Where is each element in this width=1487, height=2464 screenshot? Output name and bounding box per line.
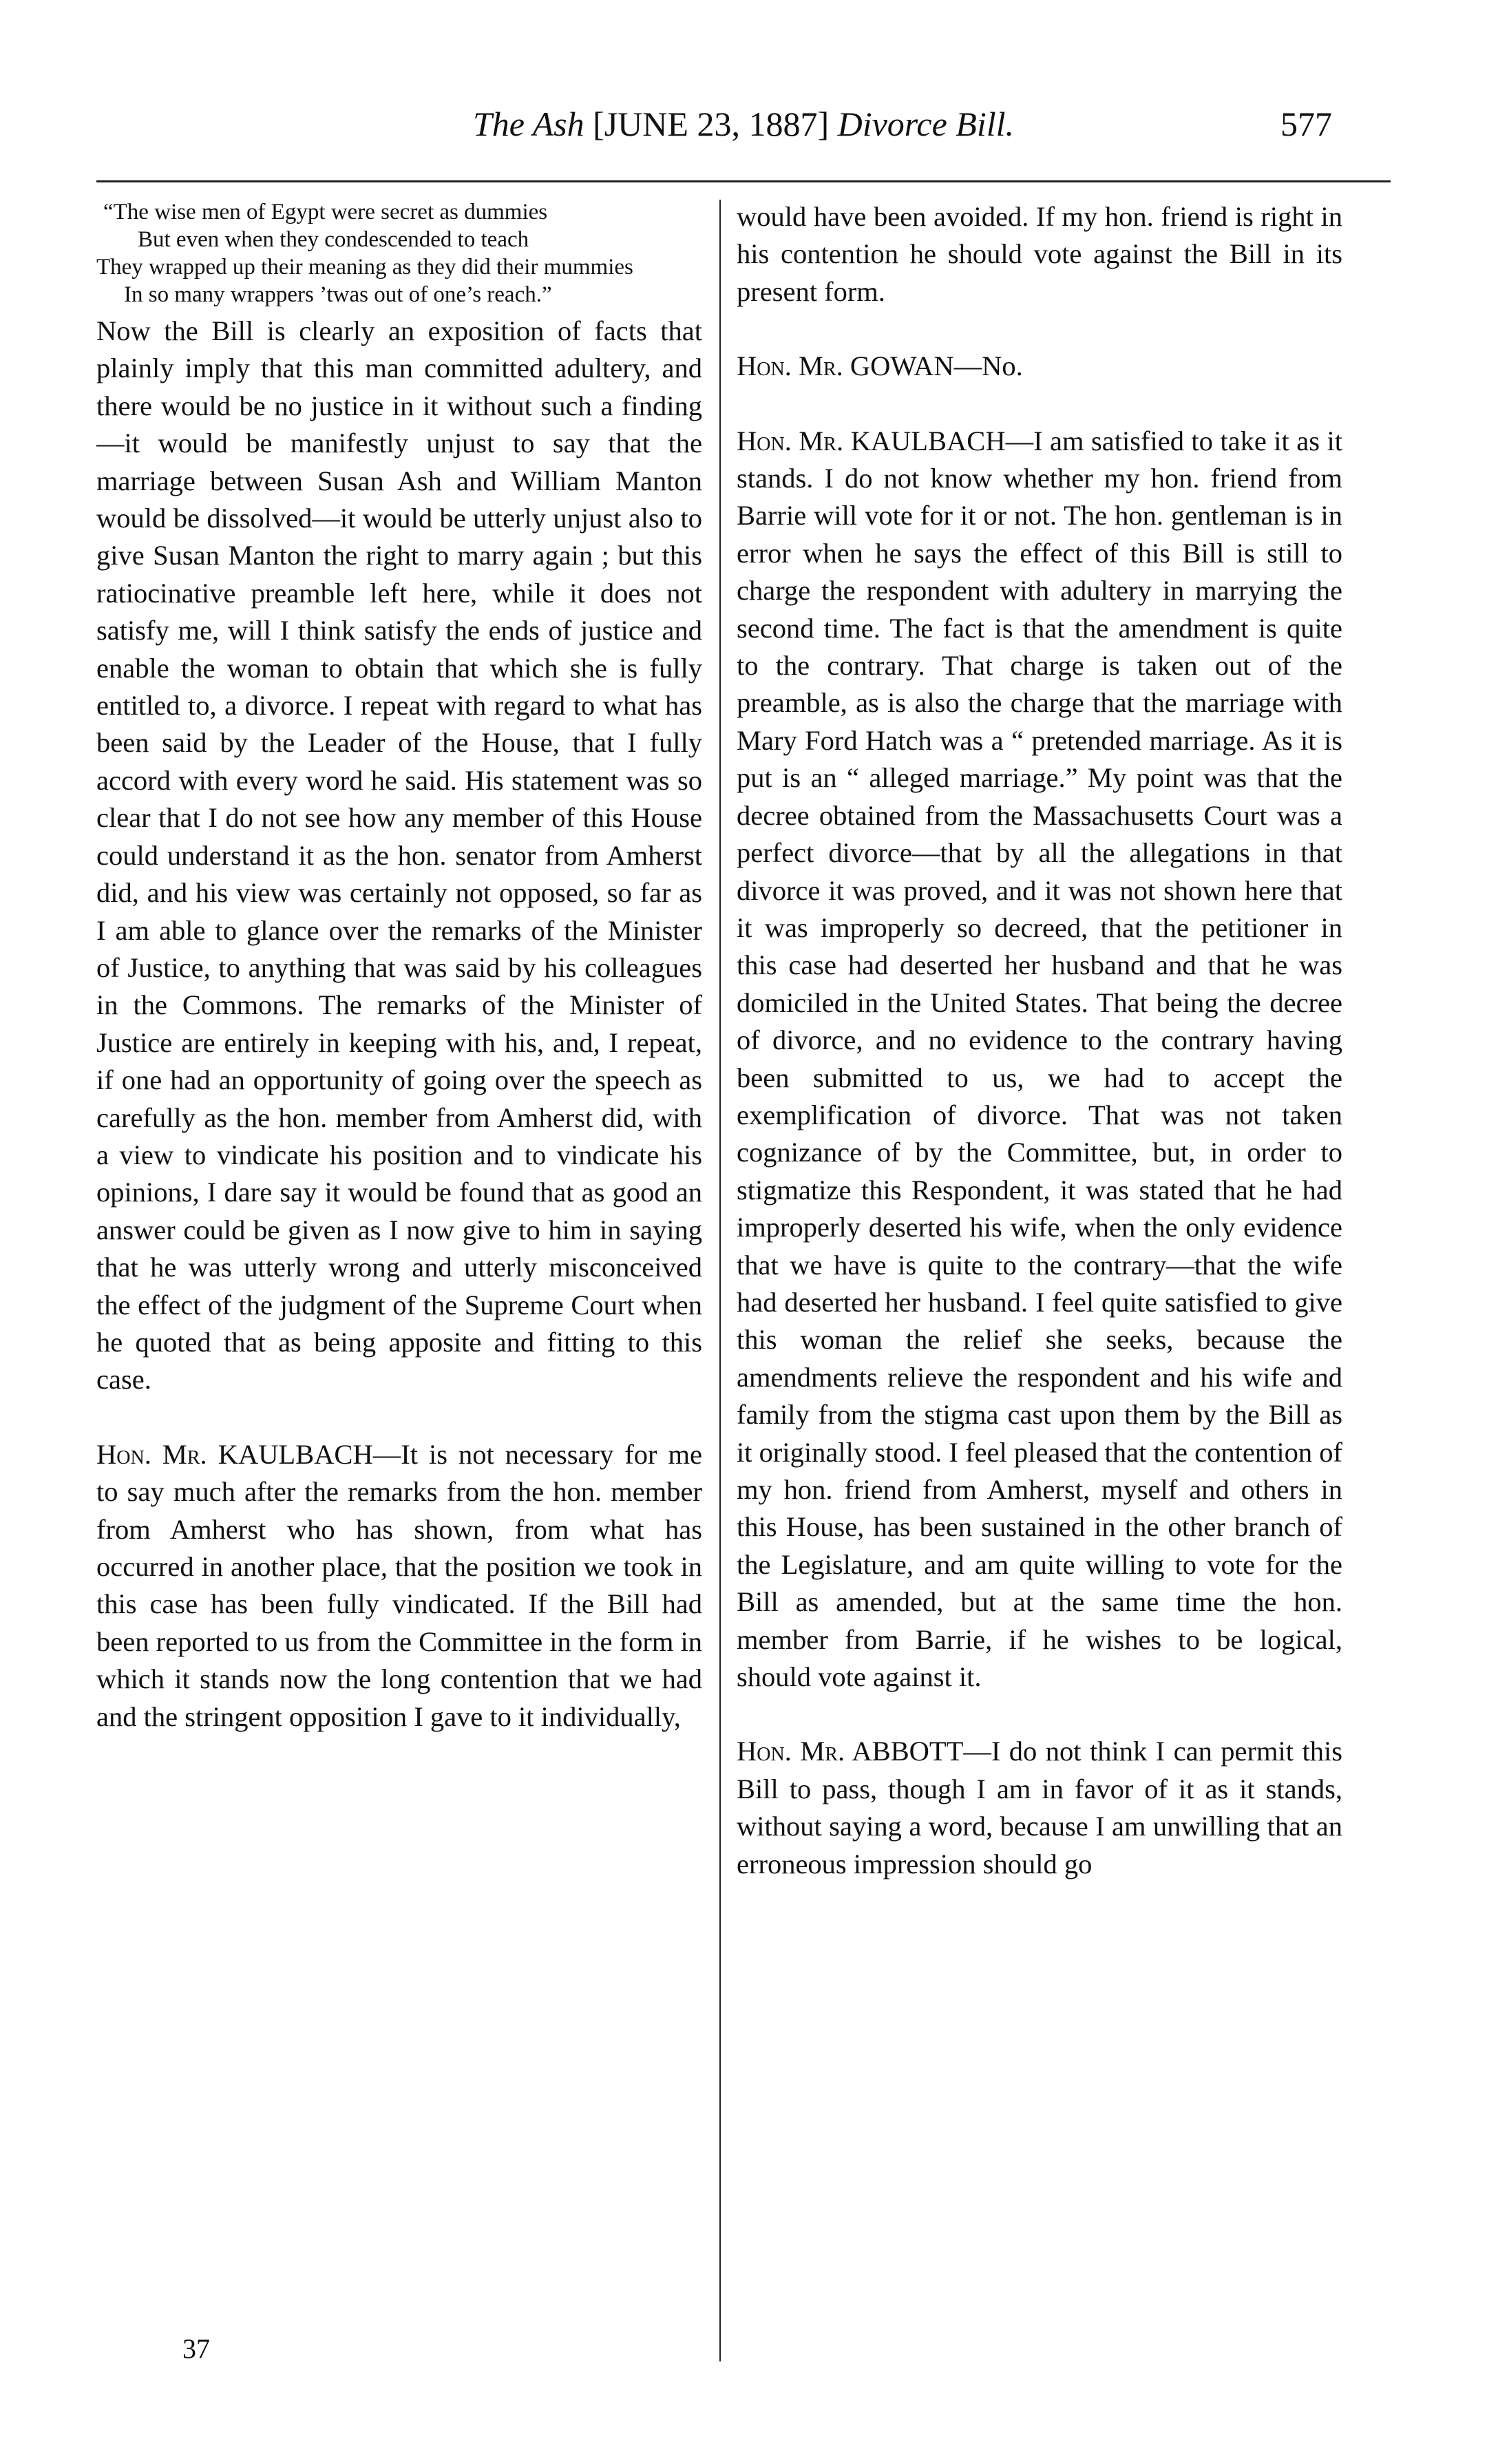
verse-line: They wrapped up their meaning as they did their mummies bbox=[96, 255, 633, 280]
page-number: 577 bbox=[1280, 105, 1332, 143]
paragraph: Now the Bill is clearly an exposition of facts that plainly imply that this man committed adultery, and there would be no justice in it without such a finding—it would be manifestly unjust to say that the marriage between Susan Ash and William Manton would be dissolved—it would be utterly unjust also to give Susan Manton the right to marry again ; but this ratiocinative preamble left here, while it does not satisfy me, will I think satisfy the ends of justice and enable the woman to obtain that which she is fully entitled to, a divorce. I repeat with regard to what has been said by the Leader of the House, that I fully accord with every word he said. His statement was so clear that I do not see how any member of this House could understand it as the hon. senator from Amherst did, and his view was certainly not opposed, so far as I am able to glance over the remarks of the Minister of Justice, to anything that was said by his colleagues in the Commons. The remarks of the Minister of Justice are entirely in keeping with his, and, I repeat, if one had an opportunity of going over the speech as carefully as the hon. member from Amherst did, with a view to vindicate his position and to vindicate his opinions, I dare say it would be found that as good an answer could be given as I now give to him in saying that he was utterly wrong and utterly misconceived the effect of the judgment of the Supreme Court when he quoted that as being apposite and fitting to this case. bbox=[96, 315, 702, 1396]
quoted-verse bbox=[96, 198, 702, 308]
running-title-bill: Divorce Bill. bbox=[837, 105, 1015, 143]
page-header bbox=[0, 96, 1487, 151]
verse-line: In so many wrappers ’twas out of one’s reach.” bbox=[124, 282, 552, 307]
speech-text: —No. bbox=[953, 350, 1023, 382]
running-title-ash: The Ash bbox=[472, 105, 584, 143]
speaker-name: Hon. Mr. KAULBACH bbox=[737, 425, 1006, 456]
speech-text: —I do not think I can permit this Bill to pass, though I am in favor of it as it stands, without saying a word, because I am unwilling that an erroneous impression should go bbox=[737, 1736, 1342, 1879]
running-title bbox=[372, 96, 1115, 151]
signature-mark: 37 bbox=[182, 2333, 210, 2364]
speech-kaulbach-reply bbox=[737, 423, 1342, 1696]
column-divider bbox=[719, 200, 721, 2361]
verse-line: But even when they condescended to teach bbox=[138, 227, 529, 252]
verse-line: “The wise men of Egypt were secret as dummies bbox=[103, 200, 548, 224]
speech-text: —It is not necessary for me to say much after the remarks from the hon. member from Amherst who has shown, from what has occurred in another place, that the position we took in this case has been fully vindicated. If the Bill had been reported to us from the Committee in the form in which it stands now the long contention that we had and the stringent opposition I gave to it individually, bbox=[96, 1438, 702, 1732]
speech-kaulbach bbox=[96, 1436, 702, 1736]
speech-abbott bbox=[737, 1733, 1342, 1883]
speaker-name: Hon. Mr. KAULBACH bbox=[96, 1438, 373, 1470]
paragraph: would have been avoided. If my hon. friend is right in his contention he should vote against the Bill in its present form. bbox=[737, 201, 1342, 307]
running-title-date: [JUNE 23, 1887] bbox=[593, 105, 830, 143]
speaker-name: Hon. Mr. ABBOTT bbox=[737, 1736, 964, 1767]
right-column bbox=[737, 198, 1342, 1883]
speech-text: —I am satisfied to take it as it stands. I do not know whether my hon. friend from Barrie will vote for it or not. The hon. gentleman is in error when he says the effect of this Bill is still to charge the respondent with adultery in marrying the second time. The fact is that the amendment is quite to the contrary. That charge is taken out of the preamble, as is also the charge that the marriage with Mary Ford Hatch was a “ pretended marriage. As it is put is an “ alleged marriage.” My point was that the decree obtained from the Massachusetts Court was a perfect divorce—that by all the allegations in that divorce it was proved, and it was not shown here that it was improperly so decreed, that the petitioner in this case had deserted her husband and that he was domiciled in the United States. That being the decree of divorce, and no evidence to the contrary having been submitted to us, we had to accept the exemplification of divorce. That was not taken cognizance of by the Committee, but, in order to stigmatize this Respondent, it was stated that he had improperly deserted his wife, when the only evidence that we have is quite to the contrary—that the wife had deserted her husband. I feel quite satisfied to give this woman the relief she seeks, because the amendments relieve the respondent and his wife and family from the stigma cast upon them by the Bill as it originally stood. I feel pleased that the contention of my hon. friend from Amherst, myself and others in this House, has been sustained in the other branch of the Legislature, and am quite willing to vote for the Bill as amended, but at the same time the hon. member from Barrie, if he wishes to be logical, should vote against it. bbox=[737, 425, 1342, 1693]
left-column bbox=[96, 198, 702, 1736]
header-rule bbox=[96, 180, 1391, 182]
speech-gowan bbox=[737, 348, 1342, 385]
speaker-name: Hon. Mr. GOWAN bbox=[737, 350, 954, 382]
